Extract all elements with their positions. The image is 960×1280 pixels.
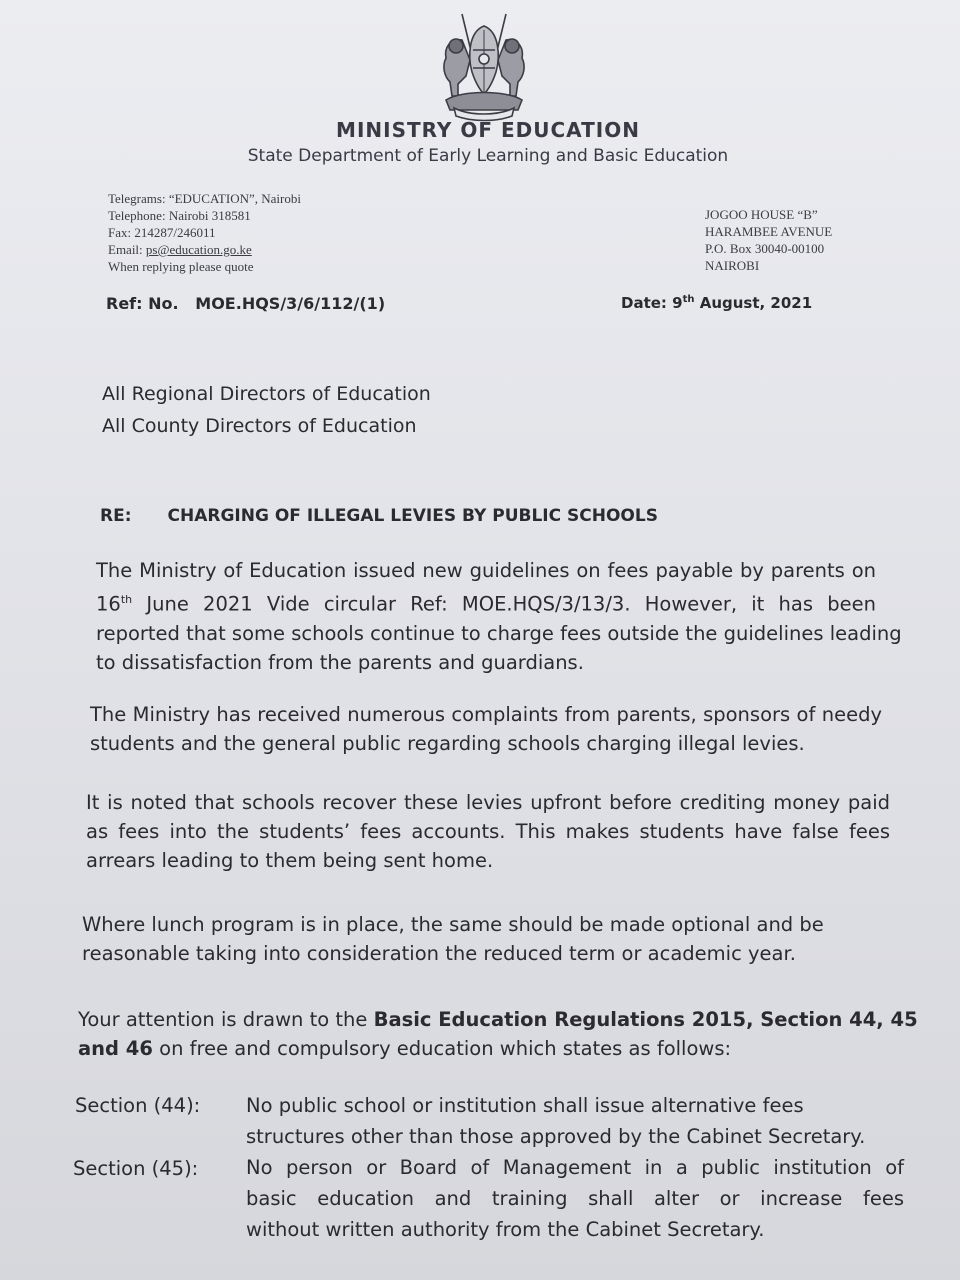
- p4-line-2: reasonable taking into consideration the reduced term or academic year.: [82, 942, 796, 965]
- p5-regulation-name: Basic Education Regulations 2015, Section 44, 45: [373, 1008, 918, 1031]
- p4-line-1: Where lunch program is in place, the same should be made optional and be: [82, 913, 824, 936]
- section-45-text: [246, 1152, 904, 1245]
- p3-line-1: It is noted that schools recover these levies upfront before crediting money paid: [86, 791, 890, 814]
- postal-address-block: [705, 206, 832, 274]
- telegrams-line: Telegrams: “EDUCATION”, Nairobi: [108, 191, 301, 206]
- email-line: [108, 241, 301, 258]
- p5-line-2: [78, 1034, 898, 1063]
- p1-line-2-rest: June 2021 Vide circular Ref: MOE.HQS/3/13/3. However, it has been: [132, 592, 876, 616]
- paragraph-guidelines: [96, 556, 902, 677]
- p5-line-1: [78, 1005, 918, 1034]
- p1-line-2: [96, 585, 876, 619]
- letter-date: [621, 294, 812, 312]
- p5-rest: on free and compulsory education which states as follows:: [152, 1037, 732, 1060]
- section-44-text: [246, 1090, 892, 1152]
- date-rest: August, 2021: [694, 294, 813, 312]
- section-45-label: Section (45):: [73, 1157, 199, 1180]
- p3-line-3: arrears leading to them being sent home.: [86, 849, 494, 872]
- address-line-2: HARAMBEE AVENUE: [705, 224, 833, 239]
- quote-line: When replying please quote: [108, 259, 254, 274]
- p1-date-suffix: th: [120, 593, 133, 606]
- reference-value: MOE.HQS/3/6/112/(1): [195, 294, 386, 313]
- subject-line: [100, 506, 658, 526]
- section-45-line-2: basic education and training shall alter or increase fees: [246, 1187, 904, 1210]
- section-44-label: Section (44):: [75, 1094, 201, 1117]
- address-line-1: JOGOO HOUSE “B”: [705, 207, 818, 222]
- department-subtitle: State Department of Early Learning and Basic Education: [247, 146, 729, 166]
- address-line-4: NAIROBI: [705, 258, 760, 273]
- reference-label: Ref: No.: [106, 294, 179, 313]
- p5-intro: Your attention is drawn to the: [78, 1008, 374, 1031]
- p1-line-4: to dissatisfaction from the parents and guardians.: [96, 650, 584, 674]
- subject-label: RE:: [100, 506, 132, 526]
- addressee-county: All County Directors of Education: [102, 415, 417, 437]
- paragraph-levies-upfront: [86, 788, 890, 875]
- p1-line-3: reported that some schools continue to charge fees outside the guidelines leading: [96, 621, 902, 645]
- paragraph-complaints: [90, 700, 882, 758]
- date-suffix: th: [682, 294, 695, 305]
- email-link[interactable]: ps@education.go.ke: [145, 242, 252, 257]
- subject-title: CHARGING OF ILLEGAL LEVIES BY PUBLIC SCHOOLS: [167, 506, 658, 526]
- contact-block: [108, 190, 301, 275]
- kenya-coat-of-arms-icon: [432, 10, 536, 122]
- ministry-title: MINISTRY OF EDUCATION: [336, 118, 640, 142]
- paragraph-regulations: [78, 1005, 918, 1063]
- section-45-line-1: No person or Board of Management in a public institution of: [246, 1156, 904, 1179]
- p1-line-1: The Ministry of Education issued new guidelines on fees payable by parents on: [96, 559, 876, 582]
- date-label: Date: 9: [621, 294, 683, 312]
- p2-line-2: students and the general public regarding schools charging illegal levies.: [90, 732, 805, 755]
- p1-date-day: 16: [96, 592, 121, 616]
- p5-section-46: and 46: [78, 1037, 153, 1060]
- paragraph-lunch-program: [82, 910, 862, 968]
- section-44-line-2: structures other than those approved by the Cabinet Secretary.: [246, 1125, 866, 1148]
- address-line-3: P.O. Box 30040-00100: [705, 241, 825, 256]
- reference-number: [106, 294, 385, 313]
- addressee-regional: All Regional Directors of Education: [102, 383, 431, 405]
- telephone-line: Telephone: Nairobi 318581: [108, 208, 251, 223]
- p3-line-2: as fees into the students’ fees accounts. This makes students have false fees: [86, 820, 890, 843]
- section-45-line-3: without written authority from the Cabinet Secretary.: [246, 1218, 765, 1241]
- p2-line-1: The Ministry has received numerous complaints from parents, sponsors of needy: [90, 703, 882, 726]
- section-44-line-1: No public school or institution shall issue alternative fees: [246, 1094, 804, 1117]
- email-label: Email:: [108, 242, 146, 257]
- fax-line: Fax: 214287/246011: [108, 225, 216, 240]
